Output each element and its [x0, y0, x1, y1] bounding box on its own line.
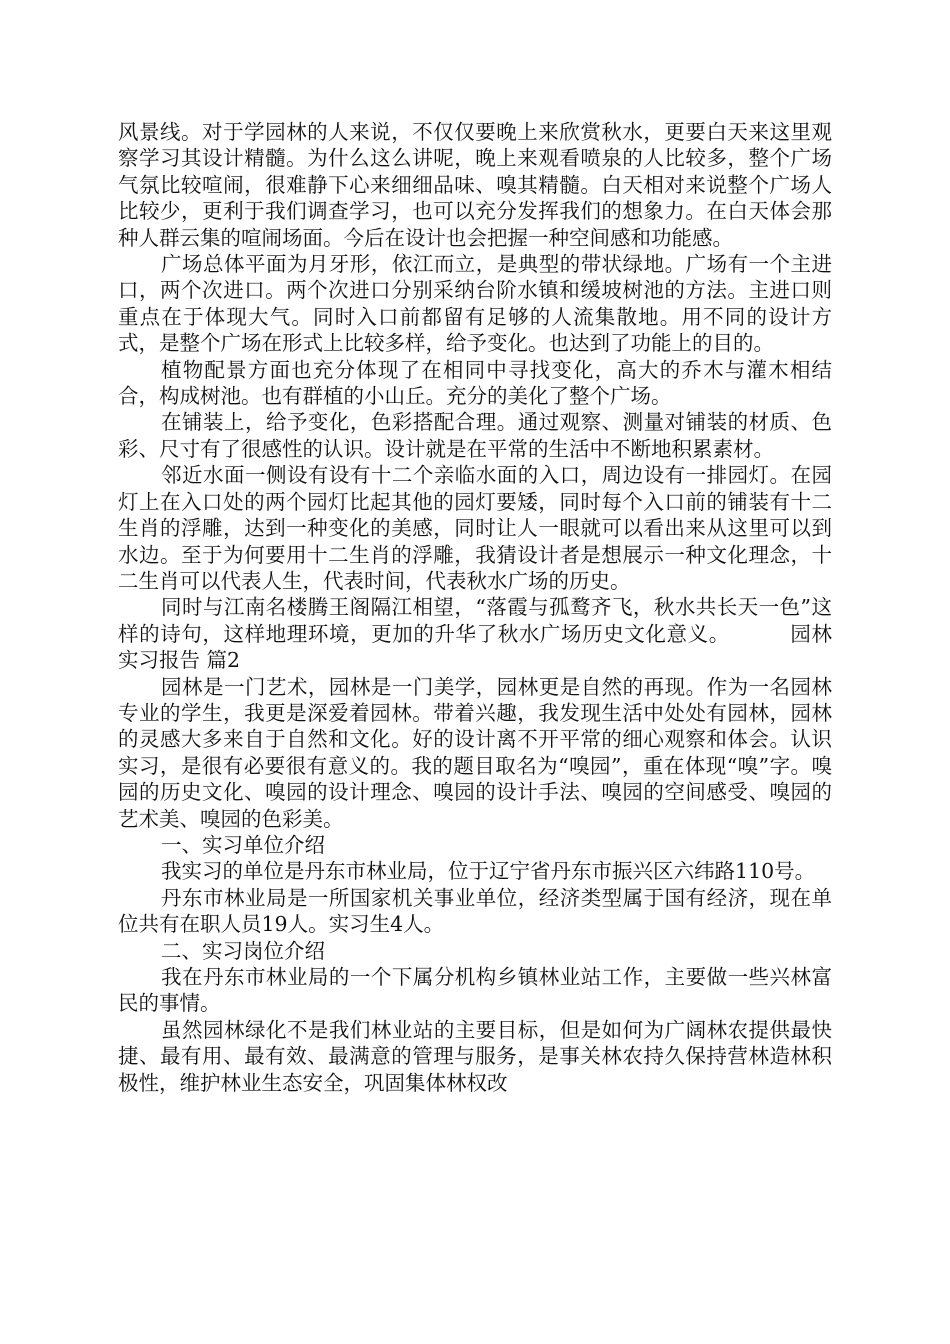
heading-2: 二、实习岗位介绍: [161, 938, 326, 963]
paragraph-2: 广场总体平面为月牙形，依江而立，是典型的带状绿地。广场有一个主进口，两个次进口。两个次进口分别采纳台阶水镇和缓坡树池的方法。主进口则重点在于体现大气。同时入口前都留有足够的人流集散地。用不同的设计方式，是整个广场在形式上比较多样，给予变化。也达到了功能上的目的。: [118, 252, 832, 356]
paragraph-6-text: 同时与江南名楼腾王阁隔江相望，“落霞与孤鹜齐飞，秋水共长天一色”这样的诗句，这样地理环境，更加的升华了秋水广场历史文化意义。: [118, 595, 832, 646]
paragraph-7: 园林是一门艺术，园林是一门美学，园林更是自然的再现。作为一名园林专业的学生，我更是深爱着园林。带着兴趣，我发现生活中处处有园林，园林的灵感大多来自于自然和文化。好的设计离不开平常的细心观察和体会。认识实习，是很有必要很有意义的。我的题目取名为“嗅园”，重在体现“嗅”字。嗅园的历史文化、嗅园的设计理念、嗅园的设计手法、嗅园的空间感受、嗅园的艺术美、嗅园的色彩美。: [118, 674, 832, 831]
paragraph-6: [118, 594, 832, 673]
section-title: 园林实习报告 篇2: [118, 621, 833, 673]
heading-1: 一、实习单位介绍: [161, 832, 326, 857]
paragraph-8: 我实习的单位是丹东市林业局，位于辽宁省丹东市振兴区六纬路110号。: [161, 859, 816, 884]
paragraph-1: 风景线。对于学园林的人来说，不仅仅要晚上来欣赏秋水，更要白天来这里观察学习其设计精髓。为什么这么讲呢，晚上来观看喷泉的人比较多，整个广场气氛比较喧闹，很难静下心来细细品味、嗅其精髓。白天相对来说整个广场人比较少，更利于我们调查学习，也可以充分发挥我们的想象力。在白天体会那种人群云集的喧闹场面。今后在设计也会把握一种空间感和功能感。: [118, 120, 832, 250]
paragraph-5: 邻近水面一侧设有设有十二个亲临水面的入口，周边设有一排园灯。在园灯上在入口处的两个园灯比起其他的园灯要矮，同时每个入口前的铺装有十二生肖的浮雕，达到一种变化的美感，同时让人一眼就可以看出来从这里可以到水边。至于为何要用十二生肖的浮雕，我猜设计者是想展示一种文化理念，十二生肖可以代表人生，代表时间，代表秋水广场的历史。: [118, 463, 832, 593]
document-page: [118, 119, 832, 1096]
paragraph-11: 虽然园林绿化不是我们林业站的主要目标，但是如何为广阔林农提供最快捷、最有用、最有效、最满意的管理与服务，是事关林农持久保持营林造林积极性，维护林业生态安全，巩固集体林权改: [118, 1017, 832, 1095]
paragraph-4: 在铺装上，给予变化，色彩搭配合理。通过观察、测量对铺装的材质、色彩、尺寸有了很感性的认识。设计就是在平常的生活中不断地积累素材。: [118, 410, 832, 461]
paragraph-3: 植物配景方面也充分体现了在相同中寻找变化，高大的乔木与灌木相结合，构成树池。也有群植的小山丘。充分的美化了整个广场。: [118, 357, 832, 409]
paragraph-9: 丹东市林业局是一所国家机关事业单位，经济类型属于国有经济，现在单位共有在职人员19人。实习生4人。: [118, 885, 832, 937]
paragraph-10: 我在丹东市林业局的一个下属分机构乡镇林业站工作，主要做一些兴林富民的事情。: [118, 965, 832, 1016]
